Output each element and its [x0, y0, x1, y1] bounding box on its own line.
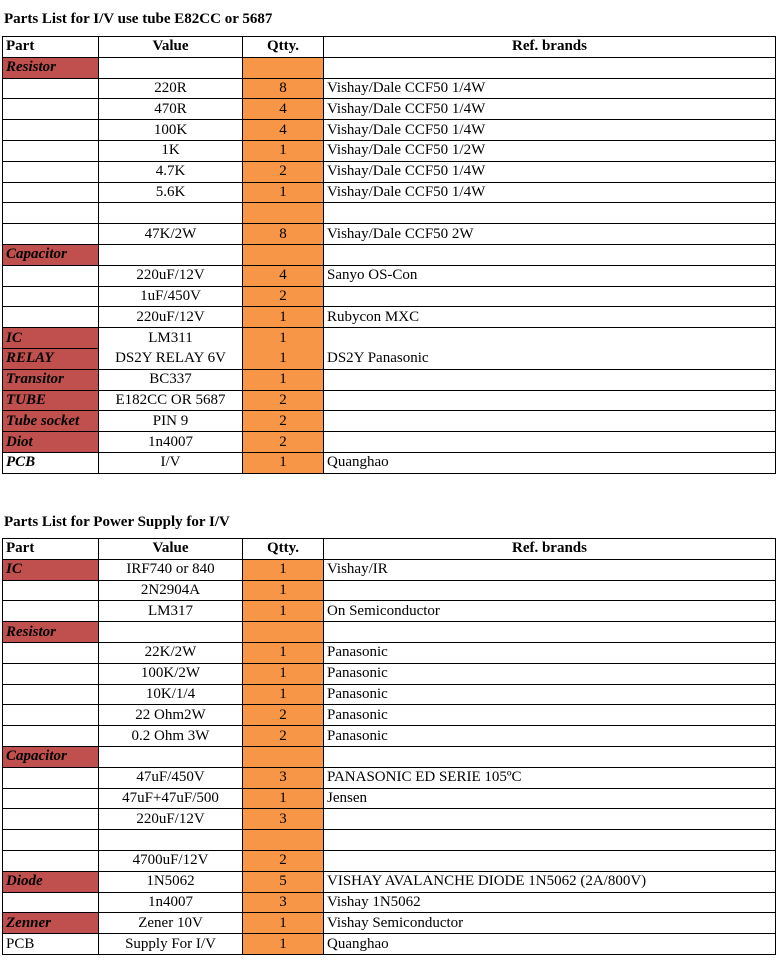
power-supply-parts-table — [2, 538, 776, 955]
table-row — [3, 120, 776, 141]
ref-brand-cell — [324, 203, 776, 224]
part-cell — [3, 705, 99, 726]
part-cell: Capacitor — [3, 746, 99, 767]
qty-cell: 1 — [243, 369, 324, 390]
value-cell — [99, 622, 243, 643]
part-cell — [3, 788, 99, 809]
table-row — [3, 328, 776, 349]
qty-cell: 1 — [243, 601, 324, 622]
part-cell: PCB — [3, 452, 99, 473]
table-row — [3, 663, 776, 684]
value-cell: 1K — [99, 140, 243, 161]
qty-cell — [243, 244, 324, 265]
value-cell: 220R — [99, 78, 243, 99]
value-cell: 22K/2W — [99, 642, 243, 663]
table-row — [3, 913, 776, 934]
qty-cell: 1 — [243, 642, 324, 663]
part-cell: IC — [3, 559, 99, 580]
table-row — [3, 348, 776, 369]
part-cell: PCB — [3, 934, 99, 955]
qty-cell: 2 — [243, 850, 324, 871]
table-row — [3, 411, 776, 432]
value-cell: 220uF/12V — [99, 307, 243, 328]
part-cell — [3, 182, 99, 203]
ref-brand-cell: Rubycon MXC — [324, 307, 776, 328]
part-cell — [3, 140, 99, 161]
value-cell: 1N5062 — [99, 871, 243, 892]
qty-cell: 1 — [243, 307, 324, 328]
ref-brand-cell: On Semiconductor — [324, 601, 776, 622]
part-cell — [3, 224, 99, 245]
value-cell: E182CC OR 5687 — [99, 390, 243, 411]
ref-brand-cell — [324, 580, 776, 601]
ref-brand-cell: Quanghao — [324, 934, 776, 955]
iv-parts-table — [2, 36, 776, 474]
value-cell: 1uF/450V — [99, 286, 243, 307]
table-row — [3, 244, 776, 265]
qty-cell: 1 — [243, 580, 324, 601]
ref-brand-cell — [324, 746, 776, 767]
value-cell: 47K/2W — [99, 224, 243, 245]
part-cell — [3, 663, 99, 684]
qty-cell: 2 — [243, 161, 324, 182]
value-cell: Zener 10V — [99, 913, 243, 934]
qty-cell: 8 — [243, 78, 324, 99]
ref-brand-cell — [324, 57, 776, 78]
qty-cell — [243, 57, 324, 78]
part-cell: Tube socket — [3, 411, 99, 432]
part-cell — [3, 99, 99, 120]
value-cell: BC337 — [99, 369, 243, 390]
header-value: Value — [99, 37, 243, 58]
table-row — [3, 684, 776, 705]
qty-cell: 2 — [243, 726, 324, 747]
value-cell: 4.7K — [99, 161, 243, 182]
qty-cell: 1 — [243, 182, 324, 203]
table-row — [3, 850, 776, 871]
value-cell: 22 Ohm2W — [99, 705, 243, 726]
value-cell: PIN 9 — [99, 411, 243, 432]
qty-cell: 1 — [243, 663, 324, 684]
table-row — [3, 203, 776, 224]
qty-cell: 1 — [243, 328, 324, 349]
value-cell: 220uF/12V — [99, 809, 243, 830]
section1-title: Parts List for I/V use tube E82CC or 5687 — [4, 11, 273, 27]
table-row — [3, 809, 776, 830]
part-cell: Capacitor — [3, 244, 99, 265]
ref-brand-cell: Panasonic — [324, 705, 776, 726]
value-cell: 4700uF/12V — [99, 850, 243, 871]
part-cell: IC — [3, 328, 99, 349]
value-cell: 5.6K — [99, 182, 243, 203]
table-row — [3, 622, 776, 643]
part-cell — [3, 307, 99, 328]
ref-brand-cell — [324, 432, 776, 453]
header-qty: Qtty. — [243, 37, 324, 58]
value-cell — [99, 57, 243, 78]
table-row — [3, 57, 776, 78]
qty-cell: 2 — [243, 432, 324, 453]
qty-cell: 3 — [243, 809, 324, 830]
part-cell — [3, 726, 99, 747]
value-cell — [99, 244, 243, 265]
value-cell: 220uF/12V — [99, 265, 243, 286]
qty-cell: 2 — [243, 390, 324, 411]
part-cell — [3, 850, 99, 871]
table-row — [3, 369, 776, 390]
qty-cell: 4 — [243, 265, 324, 286]
table-row — [3, 559, 776, 580]
qty-cell: 1 — [243, 140, 324, 161]
qty-cell — [243, 622, 324, 643]
value-cell: 1n4007 — [99, 892, 243, 913]
ref-brand-cell — [324, 286, 776, 307]
ref-brand-cell: Vishay/Dale CCF50 1/4W — [324, 78, 776, 99]
part-cell — [3, 767, 99, 788]
qty-cell: 3 — [243, 767, 324, 788]
ref-brand-cell: Vishay/Dale CCF50 1/2W — [324, 140, 776, 161]
table-row — [3, 182, 776, 203]
table-row — [3, 140, 776, 161]
part-cell: Transitor — [3, 369, 99, 390]
header-row — [3, 37, 776, 58]
qty-cell: 4 — [243, 120, 324, 141]
part-cell: TUBE — [3, 390, 99, 411]
qty-cell — [243, 746, 324, 767]
value-cell — [99, 746, 243, 767]
part-cell — [3, 809, 99, 830]
header-value: Value — [99, 539, 243, 560]
qty-cell: 1 — [243, 559, 324, 580]
qty-cell: 5 — [243, 871, 324, 892]
value-cell: 100K/2W — [99, 663, 243, 684]
value-cell: I/V — [99, 452, 243, 473]
ref-brand-cell: DS2Y Panasonic — [324, 348, 776, 369]
ref-brand-cell — [324, 411, 776, 432]
part-cell — [3, 580, 99, 601]
qty-cell: 1 — [243, 452, 324, 473]
part-cell — [3, 265, 99, 286]
table-row — [3, 830, 776, 851]
value-cell: 470R — [99, 99, 243, 120]
part-cell: Resistor — [3, 57, 99, 78]
ref-brand-cell: Vishay/Dale CCF50 1/4W — [324, 120, 776, 141]
ref-brand-cell — [324, 622, 776, 643]
qty-cell: 1 — [243, 934, 324, 955]
ref-brand-cell — [324, 390, 776, 411]
ref-brand-cell — [324, 328, 776, 349]
part-cell — [3, 830, 99, 851]
qty-cell: 4 — [243, 99, 324, 120]
header-ref-brands: Ref. brands — [324, 539, 776, 560]
header-ref-brands: Ref. brands — [324, 37, 776, 58]
qty-cell: 3 — [243, 892, 324, 913]
power-supply-parts-body — [3, 559, 776, 954]
ref-brand-cell: VISHAY AVALANCHE DIODE 1N5062 (2A/800V) — [324, 871, 776, 892]
table-row — [3, 224, 776, 245]
table-row — [3, 726, 776, 747]
table-row — [3, 871, 776, 892]
ref-brand-cell: Vishay Semiconductor — [324, 913, 776, 934]
header-part: Part — [3, 37, 99, 58]
ref-brand-cell: Panasonic — [324, 642, 776, 663]
table-row — [3, 642, 776, 663]
table-row — [3, 767, 776, 788]
ref-brand-cell: Jensen — [324, 788, 776, 809]
part-cell — [3, 684, 99, 705]
value-cell: 1n4007 — [99, 432, 243, 453]
part-cell — [3, 892, 99, 913]
part-cell: RELAY — [3, 348, 99, 369]
header-qty: Qtty. — [243, 539, 324, 560]
ref-brand-cell: Vishay/IR — [324, 559, 776, 580]
qty-cell: 2 — [243, 411, 324, 432]
part-cell — [3, 642, 99, 663]
value-cell: LM317 — [99, 601, 243, 622]
part-cell — [3, 203, 99, 224]
qty-cell: 8 — [243, 224, 324, 245]
part-cell: Resistor — [3, 622, 99, 643]
qty-cell: 1 — [243, 788, 324, 809]
table-row — [3, 432, 776, 453]
value-cell: 47uF/450V — [99, 767, 243, 788]
table-row — [3, 99, 776, 120]
value-cell: IRF740 or 840 — [99, 559, 243, 580]
part-cell — [3, 78, 99, 99]
table-row — [3, 788, 776, 809]
ref-brand-cell: Sanyo OS-Con — [324, 265, 776, 286]
section2-title: Parts List for Power Supply for I/V — [4, 514, 230, 530]
qty-cell — [243, 203, 324, 224]
part-cell — [3, 601, 99, 622]
table-row — [3, 78, 776, 99]
table-row — [3, 705, 776, 726]
value-cell — [99, 203, 243, 224]
ref-brand-cell: Quanghao — [324, 452, 776, 473]
table-row — [3, 307, 776, 328]
table-row — [3, 580, 776, 601]
table-row — [3, 601, 776, 622]
ref-brand-cell — [324, 809, 776, 830]
ref-brand-cell: Panasonic — [324, 663, 776, 684]
qty-cell: 2 — [243, 286, 324, 307]
qty-cell: 2 — [243, 705, 324, 726]
part-cell — [3, 161, 99, 182]
value-cell: LM311 — [99, 328, 243, 349]
ref-brand-cell: Vishay/Dale CCF50 1/4W — [324, 182, 776, 203]
table-row — [3, 265, 776, 286]
table-row — [3, 452, 776, 473]
value-cell: DS2Y RELAY 6V — [99, 348, 243, 369]
header-row — [3, 539, 776, 560]
value-cell: 2N2904A — [99, 580, 243, 601]
ref-brand-cell: Panasonic — [324, 684, 776, 705]
ref-brand-cell: Vishay/Dale CCF50 1/4W — [324, 99, 776, 120]
table-row — [3, 286, 776, 307]
value-cell: 10K/1/4 — [99, 684, 243, 705]
table-row — [3, 934, 776, 955]
value-cell: Supply For I/V — [99, 934, 243, 955]
table-row — [3, 892, 776, 913]
part-cell — [3, 286, 99, 307]
ref-brand-cell: PANASONIC ED SERIE 105ºC — [324, 767, 776, 788]
ref-brand-cell — [324, 244, 776, 265]
value-cell: 0.2 Ohm 3W — [99, 726, 243, 747]
qty-cell: 1 — [243, 684, 324, 705]
ref-brand-cell — [324, 850, 776, 871]
part-cell: Diode — [3, 871, 99, 892]
value-cell: 100K — [99, 120, 243, 141]
qty-cell — [243, 830, 324, 851]
ref-brand-cell — [324, 369, 776, 390]
value-cell — [99, 830, 243, 851]
qty-cell: 1 — [243, 348, 324, 369]
qty-cell: 1 — [243, 913, 324, 934]
ref-brand-cell — [324, 830, 776, 851]
table-row — [3, 390, 776, 411]
header-part: Part — [3, 539, 99, 560]
ref-brand-cell: Vishay/Dale CCF50 2W — [324, 224, 776, 245]
ref-brand-cell: Vishay/Dale CCF50 1/4W — [324, 161, 776, 182]
part-cell: Diot — [3, 432, 99, 453]
part-cell — [3, 120, 99, 141]
ref-brand-cell: Panasonic — [324, 726, 776, 747]
part-cell: Zenner — [3, 913, 99, 934]
value-cell: 47uF+47uF/500 — [99, 788, 243, 809]
table-row — [3, 161, 776, 182]
iv-parts-body — [3, 57, 776, 473]
ref-brand-cell: Vishay 1N5062 — [324, 892, 776, 913]
table-row — [3, 746, 776, 767]
